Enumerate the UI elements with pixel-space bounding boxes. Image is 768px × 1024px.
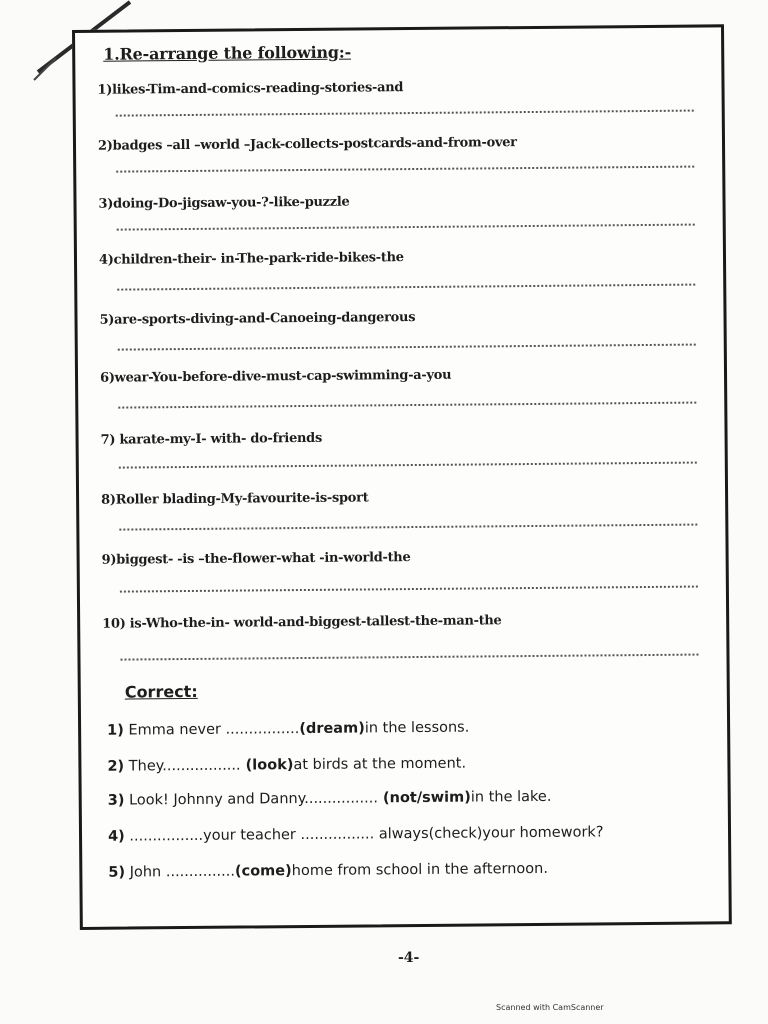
answer-line-3[interactable]	[117, 224, 695, 231]
correct-title: Correct:	[124, 681, 198, 702]
answer-line-5[interactable]	[118, 344, 696, 351]
blank-1[interactable]: ................	[225, 721, 300, 738]
correct-item-4: 4) ................your teacher ................ always(check)your homework?	[107, 824, 604, 845]
rearrange-item-5: 5)are-sports-diving-and-Canoeing-dangerous	[99, 310, 416, 328]
correct-item-2: 2) They................. (look)at birds at the moment.	[107, 755, 467, 775]
answer-line-6[interactable]	[118, 402, 696, 409]
rearrange-item-1: 1)likes-Tim-and-comics-reading-stories-and	[97, 80, 404, 98]
rearrange-item-10: 10) is-Who-the-in- world-and-biggest-tallest-the-man-the	[102, 613, 502, 632]
blank-4[interactable]: ................	[129, 827, 204, 845]
rearrange-item-8: 8)Roller blading-My-favourite-is-sport	[101, 490, 369, 508]
answer-line-4[interactable]	[117, 284, 695, 291]
rearrange-item-3: 3)doing-Do-jigsaw-you-?-like-puzzle	[98, 194, 350, 212]
rearrange-item-9: 9)biggest- -is –the-flower-what -in-world-the	[101, 550, 411, 568]
correct-item-5: 5) John ...............(come)home from school in the afternoon.	[108, 860, 548, 881]
blank-2[interactable]: .................	[162, 757, 241, 775]
blank-5[interactable]: ...............	[165, 863, 236, 881]
page-number: -4-	[398, 950, 420, 966]
correct-item-1: 1) Emma never ................(dream)in the lessons.	[107, 719, 470, 739]
rearrange-item-7: 7) karate-my-I- with- do-friends	[100, 430, 323, 448]
answer-line-8[interactable]	[119, 524, 697, 531]
worksheet-frame	[72, 24, 732, 930]
blank-3[interactable]: ................	[304, 790, 379, 808]
rearrange-item-6: 6)wear-You-before-dive-must-cap-swimming-a-you	[99, 367, 452, 386]
answer-line-9[interactable]	[120, 586, 698, 593]
rearrange-title: 1.Re-arrange the following:-	[103, 42, 352, 64]
answer-line-7[interactable]	[119, 462, 697, 469]
correct-item-3: 3) Look! Johnny and Danny................ (not/swim)in the lake.	[107, 788, 552, 809]
answer-line-2[interactable]	[116, 166, 694, 173]
answer-line-10[interactable]	[120, 654, 698, 661]
rearrange-item-4: 4)children-their- in-The-park-ride-bikes-the	[98, 250, 404, 268]
answer-line-1[interactable]	[116, 110, 694, 117]
rearrange-item-2: 2)badges –all –world –Jack-collects-postcards-and-from-over	[97, 135, 517, 154]
scanner-watermark: Scanned with CamScanner	[496, 1003, 604, 1012]
